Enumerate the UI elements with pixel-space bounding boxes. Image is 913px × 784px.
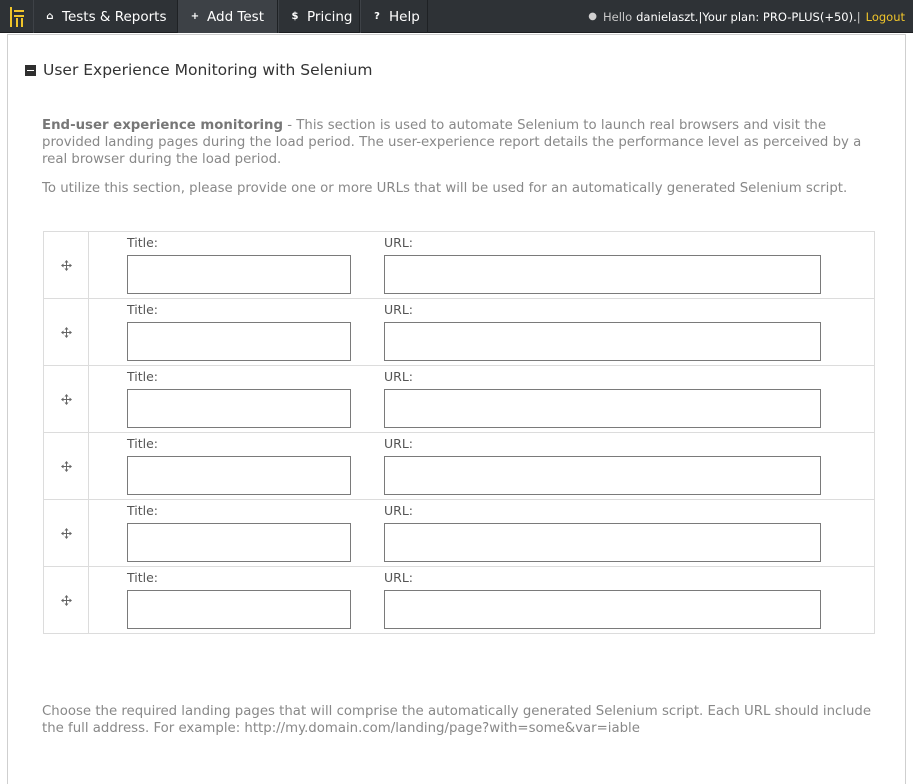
- footer-note: Choose the required landing pages that will comprise the automatically generated Selenium script. Each URL should include the full address. For example: http://my.domain.com/landing/page?with=some&var=iable: [42, 704, 872, 736]
- title-input[interactable]: [127, 590, 351, 629]
- title-input[interactable]: [127, 322, 351, 361]
- description-heading: End-user experience monitoring: [42, 118, 284, 133]
- drag-handle[interactable]: [44, 366, 89, 432]
- hello-text: Hello: [602, 9, 633, 24]
- section-header: [25, 61, 373, 79]
- url-label: URL:: [384, 436, 414, 451]
- title-label: Title:: [127, 235, 158, 250]
- url-input[interactable]: [384, 456, 821, 495]
- url-label: URL:: [384, 503, 414, 518]
- move-icon: [61, 394, 72, 405]
- usage-instructions: To utilize this section, please provide one or more URLs that will be used for an automatically generated Selenium script.: [42, 181, 848, 196]
- url-input[interactable]: [384, 255, 821, 294]
- home-icon: ⌂: [46, 11, 54, 22]
- drag-handle[interactable]: [44, 232, 89, 298]
- drag-handle[interactable]: [44, 567, 89, 633]
- url-input[interactable]: [384, 523, 821, 562]
- url-label: URL:: [384, 570, 414, 585]
- url-input[interactable]: [384, 322, 821, 361]
- move-icon: [61, 528, 72, 539]
- table-row: [44, 366, 874, 433]
- title-input[interactable]: [127, 255, 351, 294]
- title-label: Title:: [127, 302, 158, 317]
- url-input[interactable]: [384, 590, 821, 629]
- tab-add-test-label: Add Test: [207, 8, 265, 25]
- url-table: [43, 231, 875, 634]
- table-row: [44, 299, 874, 366]
- title-input[interactable]: [127, 389, 351, 428]
- tab-tests-reports[interactable]: [33, 0, 178, 33]
- url-label: URL:: [384, 302, 414, 317]
- url-input[interactable]: [384, 389, 821, 428]
- tab-help[interactable]: [360, 0, 428, 33]
- logo-mark-icon: [10, 7, 24, 27]
- title-label: Title:: [127, 436, 158, 451]
- dollar-icon: $: [291, 11, 299, 22]
- user-icon: ●: [588, 11, 597, 22]
- table-row: [44, 500, 874, 567]
- collapse-icon[interactable]: [25, 65, 36, 76]
- description-body: - This section is used to automate Selenium to launch real browsers and visit the provided landing pages during the load period. The user-experience report details the performance level as perceived by a real browser during the load period.: [42, 118, 862, 167]
- top-navigation-bar: [0, 0, 913, 33]
- user-info-bar: [588, 0, 905, 33]
- title-input[interactable]: [127, 456, 351, 495]
- drag-handle[interactable]: [44, 433, 89, 499]
- title-input[interactable]: [127, 523, 351, 562]
- drag-handle[interactable]: [44, 299, 89, 365]
- app-logo-icon[interactable]: [0, 0, 33, 33]
- section-title: User Experience Monitoring with Selenium: [43, 61, 373, 79]
- title-label: Title:: [127, 369, 158, 384]
- move-icon: [61, 260, 72, 271]
- plus-icon: +: [190, 11, 200, 22]
- move-icon: [61, 595, 72, 606]
- main-panel: [7, 34, 906, 784]
- move-icon: [61, 461, 72, 472]
- title-label: Title:: [127, 570, 158, 585]
- tab-tests-reports-label: Tests & Reports: [62, 8, 167, 25]
- username: danielaszt.: [636, 9, 699, 24]
- separator: |: [856, 9, 861, 24]
- title-label: Title:: [127, 503, 158, 518]
- question-icon: ?: [374, 11, 380, 22]
- url-label: URL:: [384, 369, 414, 384]
- url-label: URL:: [384, 235, 414, 250]
- table-row: [44, 433, 874, 500]
- tab-help-label: Help: [389, 8, 420, 25]
- tab-pricing-label: Pricing: [307, 8, 353, 25]
- logout-link[interactable]: Logout: [865, 9, 905, 24]
- tab-pricing[interactable]: [278, 0, 360, 33]
- tab-add-test[interactable]: [178, 0, 278, 33]
- plan-info: |Your plan: PRO-PLUS(+50).: [698, 9, 857, 24]
- section-description: [42, 117, 882, 168]
- drag-handle[interactable]: [44, 500, 89, 566]
- table-row: [44, 232, 874, 299]
- table-row: [44, 567, 874, 633]
- move-icon: [61, 327, 72, 338]
